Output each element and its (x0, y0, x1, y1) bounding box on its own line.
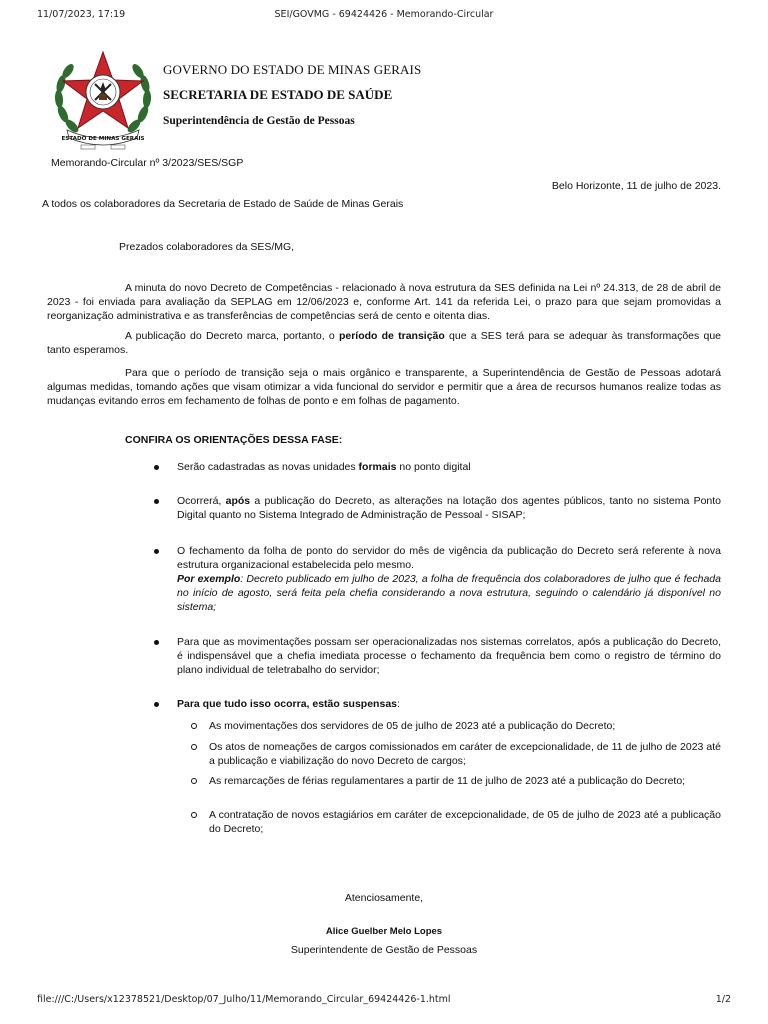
secretariat-name: SECRETARIA DE ESTADO DE SAÚDE (163, 87, 393, 102)
suspended-item-4: A contratação de novos estagiários em caráter de excepcionalidade, de 05 de julho de 2023 até a publicação do Decreto; (209, 809, 721, 835)
guidance-title: CONFIRA OS ORIENTAÇÕES DESSA FASE: (125, 434, 343, 446)
list-item (157, 697, 721, 711)
print-file-path: file:///C:/Users/x12378521/Desktop/07_Julho/11/Memorando_Circular_69424426-1.html (37, 994, 451, 1005)
document-page (42, 40, 722, 956)
bullet-icon (154, 702, 159, 707)
circle-bullet-icon (191, 744, 197, 750)
superintendence-name: Superintendência de Gestão de Pessoas (163, 115, 355, 127)
print-footer (0, 994, 768, 1008)
b3-example: : Decreto publicado em julho de 2023, a folha de frequência dos colaboradores de julho que é fechada no início de agosto, será feita pela chefia considerando a nova estrutura, seguindo o calendário já disponível no sistema; (177, 573, 721, 613)
circle-bullet-icon (191, 812, 197, 818)
bullet-icon (154, 465, 159, 470)
paragraph-measures: Para que o período de transição seja o mais orgânico e transparente, a Superintendência de Gestão de Pessoas adotará algumas medidas, tomando ações que visam otimizar a vida funcional do servidor e permitir que a área de recursos humanos realize todas as mudanças evitando erros em fechamento de folhas de ponto e em folhas de pagamento. (47, 367, 721, 407)
circle-bullet-icon (191, 778, 197, 784)
b1-after: no ponto digital (396, 461, 471, 473)
government-name: GOVERNO DO ESTADO DE MINAS GERAIS (163, 62, 422, 77)
print-header (0, 9, 768, 23)
b5-bold: Para que tudo isso ocorra, estão suspensas (177, 698, 397, 710)
list-item (157, 544, 721, 614)
b2-after: a publicação do Decreto, as alterações na lotação dos agentes públicos, tanto no sistema Ponto Digital quanto no Sistema Integrado de Administração de Pessoal - SISAP; (177, 495, 722, 521)
bullet-icon (154, 549, 159, 554)
b4-text: Para que as movimentações possam ser operacionalizadas nos sistemas correlatos, após a publicação do Decreto, é indispensável que a chefia imediata processe o fechamento da frequência bem como o registro de término do plano individual de teletrabalho do servidor; (177, 636, 721, 676)
list-item (157, 494, 721, 522)
b1-bold: formais (358, 461, 397, 473)
sublist-item (189, 808, 721, 836)
recipients: A todos os colaboradores da Secretaria de Estado de Saúde de Minas Gerais (42, 198, 404, 210)
list-item (157, 460, 721, 474)
b2-bold: após (225, 495, 251, 507)
place-date: Belo Horizonte, 11 de julho de 2023. (551, 180, 721, 192)
p2-before: A publicação do Decreto marca, portanto, o (125, 330, 339, 342)
circle-bullet-icon (191, 723, 197, 729)
greeting: Prezados colaboradores da SES/MG, (119, 241, 295, 253)
p2-bold: período de transição (338, 330, 445, 342)
letterhead (47, 40, 721, 152)
signer-name: Alice Guelber Melo Lopes (325, 926, 443, 937)
paragraph-decree-draft: A minuta do novo Decreto de Competências - relacionado à nova estrutura da SES definida na Lei nº 24.313, de 28 de abril de 2023 - foi enviada para avaliação da SEPLAG em 12/06/2023 e, conforme Art. 141 da referida Lei, o prazo para que sejam promovidas a reorganização administrativa e as transferências de competências será de cento e oitenta dias. (47, 282, 721, 322)
signer-role: Superintendente de Gestão de Pessoas (290, 944, 478, 956)
suspended-item-2: Os atos de nomeações de cargos comissionados em caráter de excepcionalidade, de 11 de julho de 2023 até a publicação e viabilização do novo Decreto de cargos; (209, 741, 721, 767)
b3-example-label: Por exemplo (177, 573, 241, 585)
seal-text: ESTADO DE MINAS GERAIS (61, 136, 145, 142)
b3-text: O fechamento da folha de ponto do servidor do mês de vigência da publicação do Decreto será referente à nova estrutura organizacional estabelecida pelo mesmo. (177, 545, 721, 571)
suspended-item-1: As movimentações dos servidores de 05 de julho de 2023 até a publicação do Decreto; (209, 720, 616, 732)
memo-number: Memorando-Circular nº 3/2023/SES/SGP (51, 157, 244, 169)
bullet-icon (154, 499, 159, 504)
bullet-icon (154, 640, 159, 645)
b5-after: : (397, 698, 400, 710)
sublist-item (189, 774, 721, 788)
print-title: SEI/GOVMG - 69424426 - Memorando-Circular (274, 9, 494, 20)
print-datetime: 11/07/2023, 17:19 (37, 9, 126, 20)
paragraph-transition (47, 329, 721, 357)
p2-after: que a SES terá para se adequar às transformações que tanto esperamos. (47, 330, 722, 356)
coat-of-arms-icon (49, 44, 157, 152)
b2-before: Ocorrerá, (177, 495, 226, 507)
suspended-item-3: As remarcações de férias regulamentares a partir de 11 de julho de 2023 até a publicação do Decreto; (209, 775, 686, 787)
b1-before: Serão cadastradas as novas unidades (177, 461, 359, 473)
sublist-item (189, 740, 721, 768)
print-page-number: 1/2 (715, 994, 731, 1005)
sublist-item (189, 719, 721, 733)
list-item (157, 635, 721, 677)
sign-off: Atenciosamente, (344, 892, 424, 904)
